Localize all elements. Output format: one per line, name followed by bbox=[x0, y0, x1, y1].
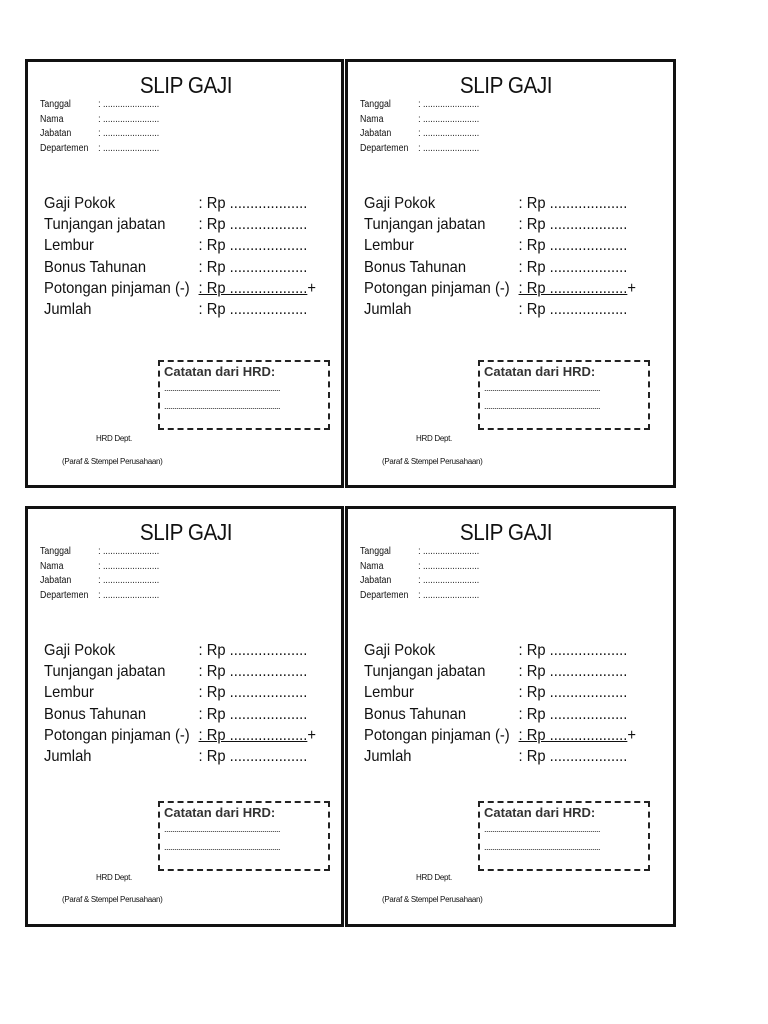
salary-row bbox=[364, 725, 636, 746]
hrd-notes-box bbox=[158, 801, 330, 871]
hrd-notes-title: Catatan dari HRD: bbox=[484, 364, 596, 379]
salary-label: Jumlah bbox=[364, 748, 412, 766]
field-label: Nama bbox=[360, 113, 384, 125]
salary-value: : Rp ................... bbox=[518, 216, 628, 234]
salary-label: Bonus Tahunan bbox=[44, 705, 147, 723]
salary-value: : Rp ................... bbox=[518, 195, 628, 212]
salary-value: : Rp ................... bbox=[198, 237, 308, 255]
hrd-notes-line: .......................................................... bbox=[164, 842, 281, 852]
sum-plus-sign: + bbox=[307, 279, 316, 297]
salary-value: : Rp ................... bbox=[518, 279, 628, 297]
field-label: Tanggal bbox=[40, 99, 71, 110]
salary-row-total bbox=[44, 299, 316, 320]
field-label: Jabatan bbox=[40, 128, 72, 139]
hrd-dept-label: HRD Dept. bbox=[96, 873, 132, 882]
header-field-nama bbox=[360, 113, 479, 128]
hrd-notes-line: .......................................................... bbox=[484, 383, 601, 393]
header-field-jabatan bbox=[40, 127, 159, 142]
field-label: Departemen bbox=[40, 589, 89, 601]
field-label: Tanggal bbox=[360, 546, 391, 557]
salary-label: Gaji Pokok bbox=[364, 642, 436, 659]
field-label: Tanggal bbox=[40, 546, 71, 557]
salary-row-total bbox=[44, 746, 316, 767]
salary-row bbox=[44, 193, 316, 214]
salary-value: : Rp ................... bbox=[518, 748, 628, 766]
field-value: : ....................... bbox=[418, 575, 480, 586]
field-value: : ....................... bbox=[98, 575, 160, 586]
salary-label: Bonus Tahunan bbox=[44, 258, 147, 276]
signature-note: (Paraf & Stempel Perusahaan) bbox=[62, 895, 163, 904]
field-value: : ....................... bbox=[98, 99, 160, 110]
salary-value: : Rp ................... bbox=[518, 237, 628, 255]
field-label: Jabatan bbox=[360, 128, 392, 139]
field-value: : ....................... bbox=[418, 99, 480, 110]
header-fields bbox=[360, 545, 479, 603]
salary-rows bbox=[364, 193, 636, 320]
field-value: : ....................... bbox=[418, 560, 480, 572]
slip-title: SLIP GAJI bbox=[139, 72, 233, 98]
field-value: : ....................... bbox=[418, 589, 480, 601]
field-label: Tanggal bbox=[360, 99, 391, 110]
salary-label: Lembur bbox=[44, 237, 94, 255]
salary-label: Lembur bbox=[44, 684, 94, 702]
salary-label: Gaji Pokok bbox=[44, 642, 116, 659]
salary-row bbox=[44, 682, 316, 703]
header-field-departemen bbox=[40, 589, 159, 604]
header-field-jabatan bbox=[360, 127, 479, 142]
salary-value: : Rp ................... bbox=[198, 663, 308, 681]
salary-row bbox=[44, 214, 316, 235]
salary-row bbox=[364, 682, 636, 703]
header-fields bbox=[40, 98, 159, 156]
salary-value: : Rp ................... bbox=[198, 301, 308, 319]
salary-value: : Rp ................... bbox=[198, 748, 308, 766]
hrd-notes-line: .......................................................... bbox=[164, 824, 281, 834]
salary-label: Lembur bbox=[364, 237, 414, 255]
salary-label: Gaji Pokok bbox=[364, 195, 436, 212]
hrd-dept-label: HRD Dept. bbox=[416, 434, 452, 443]
header-field-nama bbox=[40, 113, 159, 128]
salary-label: Tunjangan jabatan bbox=[364, 216, 486, 234]
header-field-tanggal bbox=[360, 545, 479, 560]
salary-label: Jumlah bbox=[364, 301, 412, 319]
hrd-notes-title: Catatan dari HRD: bbox=[164, 805, 276, 820]
field-label: Departemen bbox=[360, 142, 409, 154]
hrd-notes-title: Catatan dari HRD: bbox=[484, 805, 596, 820]
field-value: : ....................... bbox=[418, 113, 480, 125]
salary-label: Jumlah bbox=[44, 301, 92, 319]
field-label: Jabatan bbox=[40, 575, 72, 586]
salary-label: Gaji Pokok bbox=[44, 195, 116, 212]
salary-row bbox=[44, 661, 316, 682]
salary-label: Tunjangan jabatan bbox=[364, 663, 486, 681]
signature-note: (Paraf & Stempel Perusahaan) bbox=[382, 457, 483, 466]
salary-row bbox=[364, 278, 636, 299]
header-field-nama bbox=[40, 560, 159, 575]
salary-row bbox=[44, 725, 316, 746]
hrd-notes-box bbox=[478, 360, 650, 430]
salary-value: : Rp ................... bbox=[198, 216, 308, 234]
salary-row bbox=[44, 278, 316, 299]
signature-note: (Paraf & Stempel Perusahaan) bbox=[382, 895, 483, 904]
sum-plus-sign: + bbox=[627, 279, 636, 297]
salary-row-total bbox=[364, 746, 636, 767]
header-field-nama bbox=[360, 560, 479, 575]
header-field-jabatan bbox=[40, 574, 159, 589]
salary-label: Lembur bbox=[364, 684, 414, 702]
hrd-notes-line: .......................................................... bbox=[164, 383, 281, 393]
signature-note: (Paraf & Stempel Perusahaan) bbox=[62, 457, 163, 466]
salary-slip bbox=[345, 506, 676, 927]
header-field-departemen bbox=[40, 142, 159, 157]
field-label: Nama bbox=[40, 113, 64, 125]
salary-label: Bonus Tahunan bbox=[364, 705, 467, 723]
field-value: : ....................... bbox=[418, 546, 480, 557]
field-label: Nama bbox=[40, 560, 64, 572]
salary-rows bbox=[44, 193, 316, 320]
salary-slip bbox=[25, 506, 344, 927]
salary-value: : Rp ................... bbox=[518, 684, 628, 702]
salary-value: : Rp ................... bbox=[518, 705, 628, 723]
salary-label: Potongan pinjaman (-) bbox=[364, 279, 510, 297]
hrd-dept-label: HRD Dept. bbox=[96, 434, 132, 443]
salary-label: Potongan pinjaman (-) bbox=[44, 279, 190, 297]
field-value: : ....................... bbox=[418, 128, 480, 139]
field-label: Departemen bbox=[360, 589, 409, 601]
salary-row bbox=[44, 257, 316, 278]
salary-label: Bonus Tahunan bbox=[364, 258, 467, 276]
salary-slip bbox=[345, 59, 676, 488]
slip-title: SLIP GAJI bbox=[459, 519, 553, 545]
salary-row bbox=[364, 257, 636, 278]
field-label: Jabatan bbox=[360, 575, 392, 586]
salary-row bbox=[364, 214, 636, 235]
salary-row bbox=[364, 661, 636, 682]
salary-rows bbox=[364, 640, 636, 767]
field-value: : ....................... bbox=[98, 560, 160, 572]
salary-label: Tunjangan jabatan bbox=[44, 216, 166, 234]
salary-value: : Rp ................... bbox=[518, 642, 628, 659]
slip-title: SLIP GAJI bbox=[459, 72, 553, 98]
hrd-notes-title: Catatan dari HRD: bbox=[164, 364, 276, 379]
salary-value: : Rp ................... bbox=[518, 726, 628, 744]
salary-value: : Rp ................... bbox=[198, 195, 308, 212]
header-field-departemen bbox=[360, 589, 479, 604]
header-field-jabatan bbox=[360, 574, 479, 589]
salary-value: : Rp ................... bbox=[518, 301, 628, 319]
field-value: : ....................... bbox=[98, 128, 160, 139]
field-value: : ....................... bbox=[98, 546, 160, 557]
salary-row-total bbox=[364, 299, 636, 320]
header-field-tanggal bbox=[40, 545, 159, 560]
field-value: : ....................... bbox=[418, 142, 480, 154]
salary-row bbox=[364, 235, 636, 256]
hrd-notes-line: .......................................................... bbox=[164, 401, 281, 411]
header-field-departemen bbox=[360, 142, 479, 157]
salary-row bbox=[364, 704, 636, 725]
hrd-dept-label: HRD Dept. bbox=[416, 873, 452, 882]
header-fields bbox=[40, 545, 159, 603]
hrd-notes-box bbox=[158, 360, 330, 430]
salary-value: : Rp ................... bbox=[198, 258, 308, 276]
hrd-notes-line: .......................................................... bbox=[484, 824, 601, 834]
salary-value: : Rp ................... bbox=[198, 642, 308, 659]
hrd-notes-box bbox=[478, 801, 650, 871]
hrd-notes-line: .......................................................... bbox=[484, 842, 601, 852]
hrd-notes-line: .......................................................... bbox=[484, 401, 601, 411]
header-field-tanggal bbox=[360, 98, 479, 113]
field-label: Nama bbox=[360, 560, 384, 572]
salary-value: : Rp ................... bbox=[198, 684, 308, 702]
field-label: Departemen bbox=[40, 142, 89, 154]
salary-rows bbox=[44, 640, 316, 767]
salary-value: : Rp ................... bbox=[198, 279, 308, 297]
sum-plus-sign: + bbox=[307, 726, 316, 744]
field-value: : ....................... bbox=[98, 113, 160, 125]
salary-row bbox=[44, 704, 316, 725]
salary-row bbox=[364, 193, 636, 214]
header-field-tanggal bbox=[40, 98, 159, 113]
salary-label: Potongan pinjaman (-) bbox=[364, 726, 510, 744]
slip-title: SLIP GAJI bbox=[139, 519, 233, 545]
salary-value: : Rp ................... bbox=[198, 726, 308, 744]
salary-value: : Rp ................... bbox=[518, 663, 628, 681]
salary-row bbox=[364, 640, 636, 661]
salary-row bbox=[44, 640, 316, 661]
salary-value: : Rp ................... bbox=[198, 705, 308, 723]
header-fields bbox=[360, 98, 479, 156]
sum-plus-sign: + bbox=[627, 726, 636, 744]
field-value: : ....................... bbox=[98, 142, 160, 154]
salary-label: Jumlah bbox=[44, 748, 92, 766]
salary-row bbox=[44, 235, 316, 256]
salary-label: Potongan pinjaman (-) bbox=[44, 726, 190, 744]
field-value: : ....................... bbox=[98, 589, 160, 601]
salary-value: : Rp ................... bbox=[518, 258, 628, 276]
salary-label: Tunjangan jabatan bbox=[44, 663, 166, 681]
salary-slip bbox=[25, 59, 344, 488]
